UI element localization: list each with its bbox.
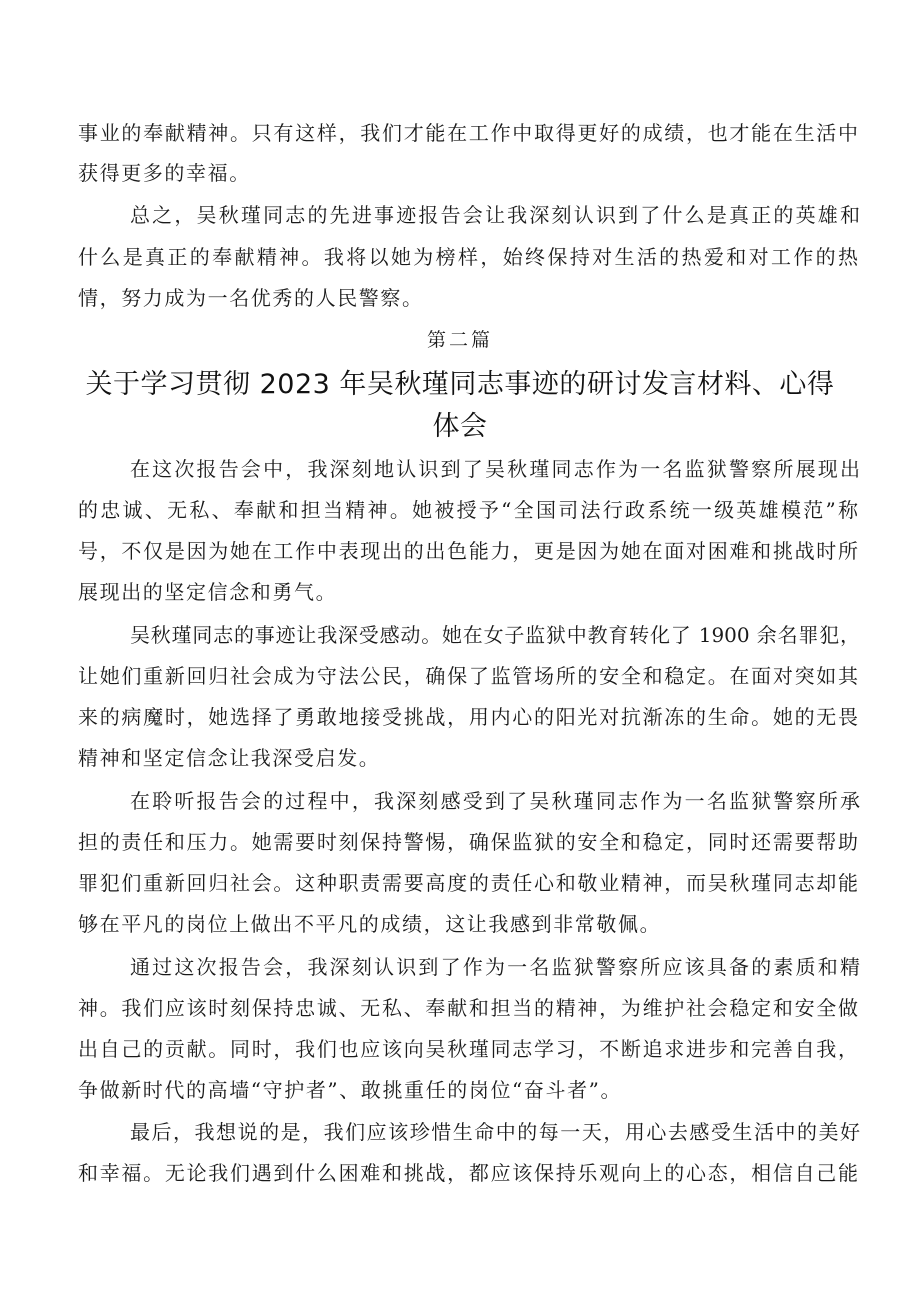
body-text-line: 什么是真正的奉献精神。我将以她为榜样，始终保持对生活的热爱和对工作的热 xyxy=(78,245,858,269)
body-text-line: 获得更多的幸福。 xyxy=(78,161,251,185)
body-text-line: 出自己的贡献。同时，我们也应该向吴秋瑾同志学习，不断追求进步和完善自我， xyxy=(78,1037,858,1061)
body-text-line: 号，不仅是因为她在工作中表现出的出色能力，更是因为她在面对困难和挑战时所 xyxy=(78,539,858,563)
body-text-line: 争做新时代的高墙“守护者”、敢挑重任的岗位“奋斗者”。 xyxy=(78,1078,623,1102)
body-text-line: 总之，吴秋瑾同志的先进事迹报告会让我深刻认识到了什么是真正的英雄和 xyxy=(130,203,860,227)
body-text-line: 和幸福。无论我们遇到什么困难和挑战，都应该保持乐观向上的心态，相信自己能 xyxy=(78,1161,858,1185)
document-title-continued: 体会 xyxy=(432,411,488,442)
body-text-line: 情，努力成为一名优秀的人民警察。 xyxy=(78,286,424,310)
body-text-line: 神。我们应该时刻保持忠诚、无私、奉献和担当的精神，为维护社会稳定和安全做 xyxy=(78,996,858,1020)
body-text-line: 来的病魔时，她选择了勇敢地接受挑战，用内心的阳光对抗渐冻的生命。她的无畏 xyxy=(78,705,858,729)
body-text-line: 展现出的坚定信念和勇气。 xyxy=(78,580,338,604)
body-text-line: 吴秋瑾同志的事迹让我深受感动。她在女子监狱中教育转化了 1900 余名罪犯， xyxy=(130,623,860,647)
body-text-line: 精神和坚定信念让我深受启发。 xyxy=(78,746,381,770)
body-text-line: 够在平凡的岗位上做出不平凡的成绩，这让我感到非常敬佩。 xyxy=(78,912,662,936)
body-text-line: 在这次报告会中，我深刻地认识到了吴秋瑾同志作为一名监狱警察所展现出 xyxy=(130,457,860,481)
document-title: 关于学习贯彻 2023 年吴秋瑾同志事迹的研讨发言材料、心得 xyxy=(85,369,835,400)
body-text-line: 事业的奉献精神。只有这样，我们才能在工作中取得更好的成绩，也才能在生活中 xyxy=(78,121,858,145)
body-text-line: 担的责任和压力。她需要时刻保持警惕，确保监狱的安全和稳定，同时还需要帮助 xyxy=(78,830,858,854)
body-text-line: 在聆听报告会的过程中，我深刻感受到了吴秋瑾同志作为一名监狱警察所承 xyxy=(130,789,860,813)
body-text-line: 最后，我想说的是，我们应该珍惜生命中的每一天，用心去感受生活中的美好 xyxy=(130,1120,860,1144)
body-text-line: 让她们重新回归社会成为守法公民，确保了监管场所的安全和稳定。在面对突如其 xyxy=(78,664,858,688)
section-label: 第二篇 xyxy=(426,329,493,351)
body-text-line: 通过这次报告会，我深刻认识到了作为一名监狱警察所应该具备的素质和精 xyxy=(130,955,860,979)
body-text-line: 罪犯们重新回归社会。这种职责需要高度的责任心和敬业精神，而吴秋瑾同志却能 xyxy=(78,871,858,895)
body-text-line: 的忠诚、无私、奉献和担当精神。她被授予“全国司法行政系统一级英雄模范”称 xyxy=(78,498,858,522)
